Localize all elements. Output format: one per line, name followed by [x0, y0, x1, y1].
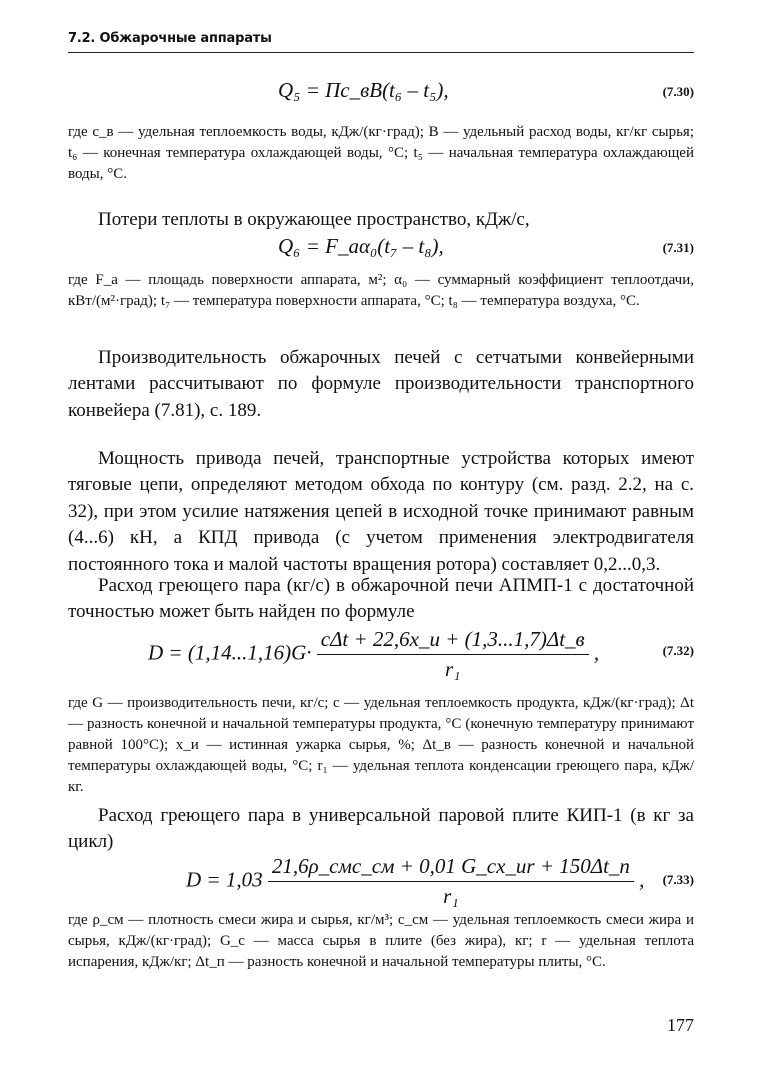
- header-rule: [68, 52, 694, 53]
- formula-7-32-lhs: D = (1,14...1,16)G·: [148, 640, 312, 665]
- formula-7-33-lhs: D = 1,03: [186, 867, 263, 892]
- formula-7-32: [148, 627, 599, 682]
- equation-number-7-32: (7.32): [662, 643, 694, 658]
- formula-7-30: Q₅ = Пc_вB(t₆ – t₅),: [278, 78, 449, 102]
- where-clause-7-30: где c_в — удельная теплоемкость воды, кДж/(кг·град); B — удельный расход воды, кг/кг сырья; t₆ — конечная температура охлаждающей воды, °С; t₅ — начальная температура охлаждающей воды, °С.: [68, 124, 694, 182]
- formula-7-33-tail: ,: [639, 867, 645, 892]
- equation-number-7-33: (7.33): [662, 872, 694, 887]
- formula-7-32-denominator: r₁: [444, 657, 461, 681]
- running-head: 7.2. Обжарочные аппараты: [68, 31, 272, 46]
- paragraph-heat-loss: Потери теплоты в окружающее пространство, кДж/с,: [98, 209, 530, 230]
- formula-7-33-numerator: 21,6ρ_смc_см + 0,01 G_сx_иr + 150Δt_п: [268, 854, 634, 882]
- formula-7-32-numerator: cΔt + 22,6x_и + (1,3...1,7)Δt_в: [317, 627, 589, 655]
- formula-7-31: Q₆ = F_аα₀(t₇ – t₈),: [278, 234, 444, 258]
- page-number: 177: [667, 1015, 694, 1035]
- formula-7-33-denominator: r₁: [443, 884, 459, 908]
- formula-7-32-tail: ,: [593, 640, 600, 665]
- equation-number-7-31: (7.31): [662, 240, 694, 255]
- paragraph-steam-consumption: Расход греющего пара (кг/с) в обжарочной печи АПМП-1 с достаточной точностью может быть найден по формуле: [68, 575, 694, 623]
- where-clause-7-33: где ρ_см — плотность смеси жира и сырья, кг/м³; c_см — удельная теплоемкость смеси жира и сырья, кДж/(кг·град); G_с — масса сырья в плите (без жира), кг; r — удельная теплота испарения, кДж/кг; Δt_п — разность конечной и начальной температуры плиты, °С.: [68, 912, 694, 970]
- paragraph-drive-power: Мощность привода печей, транспортные устройства которых имеют тяговые цепи, определяют методом обхода по контуру (см. разд. 2.2, на с. 32), при этом усилие натяжения цепей в исходной точке принимают равным (4...6) кН, а КПД привода (с учетом применения электродвигателя постоянного тока и малой частоты вращения ротора) составляет 0,2...0,3.: [68, 448, 694, 575]
- paragraph-steam-kip: Расход греющего пара в универсальной паровой плите КИП-1 (в кг за цикл): [68, 805, 694, 853]
- where-clause-7-31: где F_а — площадь поверхности аппарата, м²; α₀ — суммарный коэффициент теплоотдачи, кВт/(м²·град); t₇ — температура поверхности аппарата, °С; t₈ — температура воздуха, °С.: [68, 272, 694, 309]
- where-clause-7-32: где G — производительность печи, кг/с; c — удельная теплоемкость продукта, кДж/(кг·град); Δt — разность конечной и начальной температуры продукта, °С (конечную температуру принимают равной 100°С); x_и — истинная ужарка сырья, %; Δt_в — разность конечной и начальной температуры охлаждающей воды, °С; r₁ — удельная теплота конденсации греющего пара, кДж/кг.: [68, 695, 694, 795]
- paragraph-productivity: Производительность обжарочных печей с сетчатыми конвейерными лентами рассчитывают по формуле производительности транспортного конвейера (7.81), с. 189.: [68, 347, 694, 421]
- formula-7-32-fraction: [317, 627, 589, 682]
- formula-7-33: [186, 854, 644, 909]
- equation-number-7-30: (7.30): [662, 84, 694, 99]
- formula-7-33-fraction: [268, 854, 634, 909]
